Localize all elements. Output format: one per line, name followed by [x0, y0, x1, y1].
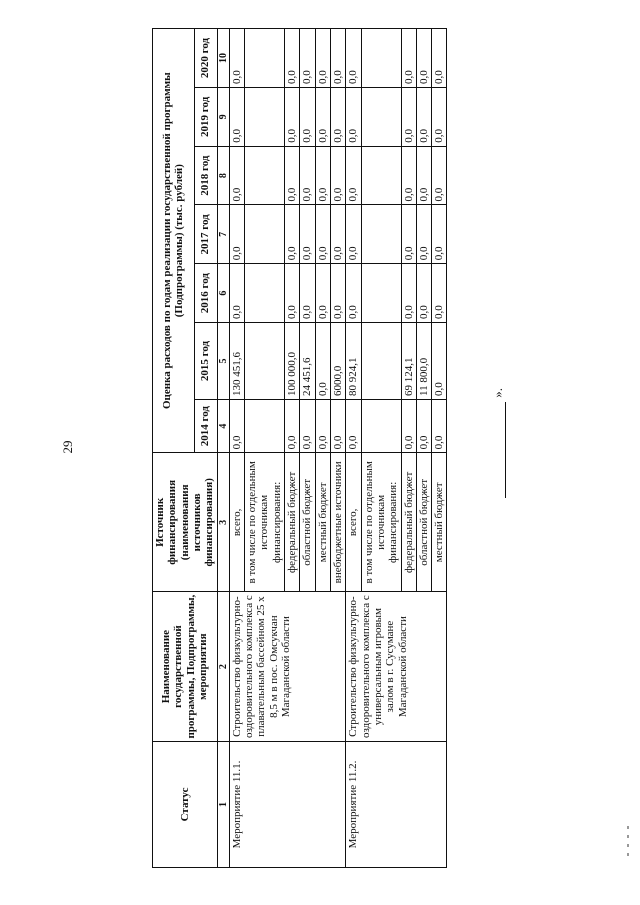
expenditure-table [152, 28, 447, 868]
source-label: федеральный бюджет [401, 453, 416, 592]
value-cell [245, 399, 285, 452]
source-label: местный бюджет [432, 453, 447, 592]
source-label: всего, [346, 453, 361, 592]
value-cell: 0,0 [229, 29, 244, 88]
value-cell: 0,0 [432, 399, 447, 452]
value-cell [361, 146, 401, 205]
value-cell: 0,0 [330, 399, 345, 452]
value-cell: 0,0 [330, 264, 345, 323]
value-cell: 0,0 [346, 29, 361, 88]
value-cell [245, 264, 285, 323]
value-cell: 0,0 [315, 323, 330, 400]
source-label: областной бюджет [416, 453, 431, 592]
column-number: 9 [217, 87, 229, 146]
closing-quote: ». [490, 388, 505, 398]
value-cell: 24 451,6 [300, 323, 315, 400]
value-cell: 130 451,6 [229, 323, 244, 400]
closing-line [491, 402, 506, 498]
value-cell: 0,0 [229, 205, 244, 264]
source-label: федеральный бюджет [285, 453, 300, 592]
column-number: 2 [217, 592, 229, 742]
table-row [346, 29, 361, 868]
column-number: 7 [217, 205, 229, 264]
value-cell: 0,0 [330, 29, 345, 88]
value-cell: 0,0 [346, 146, 361, 205]
value-cell: 100 000,0 [285, 323, 300, 400]
row-status: Мероприятие 11.2. [346, 741, 447, 867]
column-number: 10 [217, 29, 229, 88]
header-year: 2020 год [194, 29, 217, 88]
value-cell: 0,0 [315, 205, 330, 264]
value-cell [245, 205, 285, 264]
column-number: 4 [217, 399, 229, 452]
row-name: Строительство физкультурно-оздоровительного комплекса с универсальным игровым залом в г. Сусумане Магаданской области [346, 592, 447, 742]
value-cell: 0,0 [229, 264, 244, 323]
header-year: 2016 год [194, 264, 217, 323]
value-cell: 0,0 [432, 87, 447, 146]
value-cell: 0,0 [300, 399, 315, 452]
header-year: 2019 год [194, 87, 217, 146]
source-label: в том числе по отдельным источникам финансирования: [361, 453, 401, 592]
value-cell: 69 124,1 [401, 323, 416, 400]
closing-mark [486, 388, 506, 498]
rotated-page-content [152, 28, 640, 868]
header-name: Наименование государственной программы, Подпрограммы, мероприятия [153, 592, 218, 742]
header-year: 2018 год [194, 146, 217, 205]
value-cell: 0,0 [416, 146, 431, 205]
value-cell: 0,0 [285, 205, 300, 264]
value-cell [361, 87, 401, 146]
value-cell: 0,0 [285, 29, 300, 88]
value-cell: 0,0 [330, 205, 345, 264]
column-number: 8 [217, 146, 229, 205]
value-cell: 0,0 [300, 29, 315, 88]
value-cell [361, 205, 401, 264]
value-cell: 0,0 [229, 146, 244, 205]
value-cell [245, 323, 285, 400]
row-name: Строительство физкультурно-оздоровительного комплекса с плавательным бассейном 25 х 8,5 м в пос. Омсукчан Магаданской области [229, 592, 346, 742]
value-cell: 0,0 [432, 205, 447, 264]
value-cell: 0,0 [315, 87, 330, 146]
header-year: 2014 год [194, 399, 217, 452]
header-year: 2015 год [194, 323, 217, 400]
value-cell: 0,0 [401, 29, 416, 88]
value-cell: 0,0 [346, 264, 361, 323]
value-cell: 0,0 [432, 264, 447, 323]
value-cell [361, 323, 401, 400]
value-cell [245, 146, 285, 205]
value-cell: 0,0 [346, 399, 361, 452]
value-cell [245, 29, 285, 88]
table-row [229, 29, 244, 868]
value-cell: 0,0 [416, 29, 431, 88]
value-cell: 6000,0 [330, 323, 345, 400]
source-label: местный бюджет [315, 453, 330, 592]
value-cell: 0,0 [300, 205, 315, 264]
value-cell [361, 29, 401, 88]
value-cell: 0,0 [315, 29, 330, 88]
source-label: областной бюджет [300, 453, 315, 592]
value-cell: 0,0 [315, 399, 330, 452]
header-year: 2017 год [194, 205, 217, 264]
column-number: 1 [217, 741, 229, 867]
header-estimate: Оценка расходов по годам реализации государственной программы (Подпрограммы) (тыс. рублей) [153, 29, 195, 453]
value-cell: 0,0 [401, 399, 416, 452]
value-cell: 0,0 [300, 87, 315, 146]
value-cell: 0,0 [346, 205, 361, 264]
column-number: 5 [217, 323, 229, 400]
value-cell: 0,0 [401, 146, 416, 205]
value-cell: 0,0 [285, 146, 300, 205]
page-number: 29 [60, 440, 75, 454]
value-cell: 0,0 [285, 264, 300, 323]
value-cell: 0,0 [285, 399, 300, 452]
value-cell: 11 800,0 [416, 323, 431, 400]
value-cell: 0,0 [315, 264, 330, 323]
value-cell: 0,0 [401, 264, 416, 323]
value-cell [361, 264, 401, 323]
source-label: в том числе по отдельным источникам финансирования: [245, 453, 285, 592]
value-cell: 0,0 [285, 87, 300, 146]
value-cell: 0,0 [401, 205, 416, 264]
column-number: 6 [217, 264, 229, 323]
column-number: 3 [217, 453, 229, 592]
value-cell [245, 87, 285, 146]
value-cell: 0,0 [300, 264, 315, 323]
value-cell: 0,0 [300, 146, 315, 205]
scan-artifact [624, 820, 632, 880]
value-cell: 0,0 [432, 146, 447, 205]
value-cell: 80 924,1 [346, 323, 361, 400]
value-cell: 0,0 [346, 87, 361, 146]
value-cell: 0,0 [315, 146, 330, 205]
value-cell: 0,0 [401, 87, 416, 146]
source-label: всего, [229, 453, 244, 592]
value-cell: 0,0 [416, 87, 431, 146]
value-cell: 0,0 [416, 205, 431, 264]
value-cell: 0,0 [330, 87, 345, 146]
source-label: внебюджетные источники [330, 453, 345, 592]
value-cell: 0,0 [432, 323, 447, 400]
value-cell: 0,0 [229, 87, 244, 146]
header-source: Источник финансирования (наименования источников финансирования) [153, 453, 218, 592]
value-cell: 0,0 [432, 29, 447, 88]
value-cell: 0,0 [229, 399, 244, 452]
header-status: Статус [153, 741, 218, 867]
value-cell: 0,0 [330, 146, 345, 205]
value-cell: 0,0 [416, 399, 431, 452]
value-cell [361, 399, 401, 452]
value-cell: 0,0 [416, 264, 431, 323]
row-status: Мероприятие 11.1. [229, 741, 346, 867]
